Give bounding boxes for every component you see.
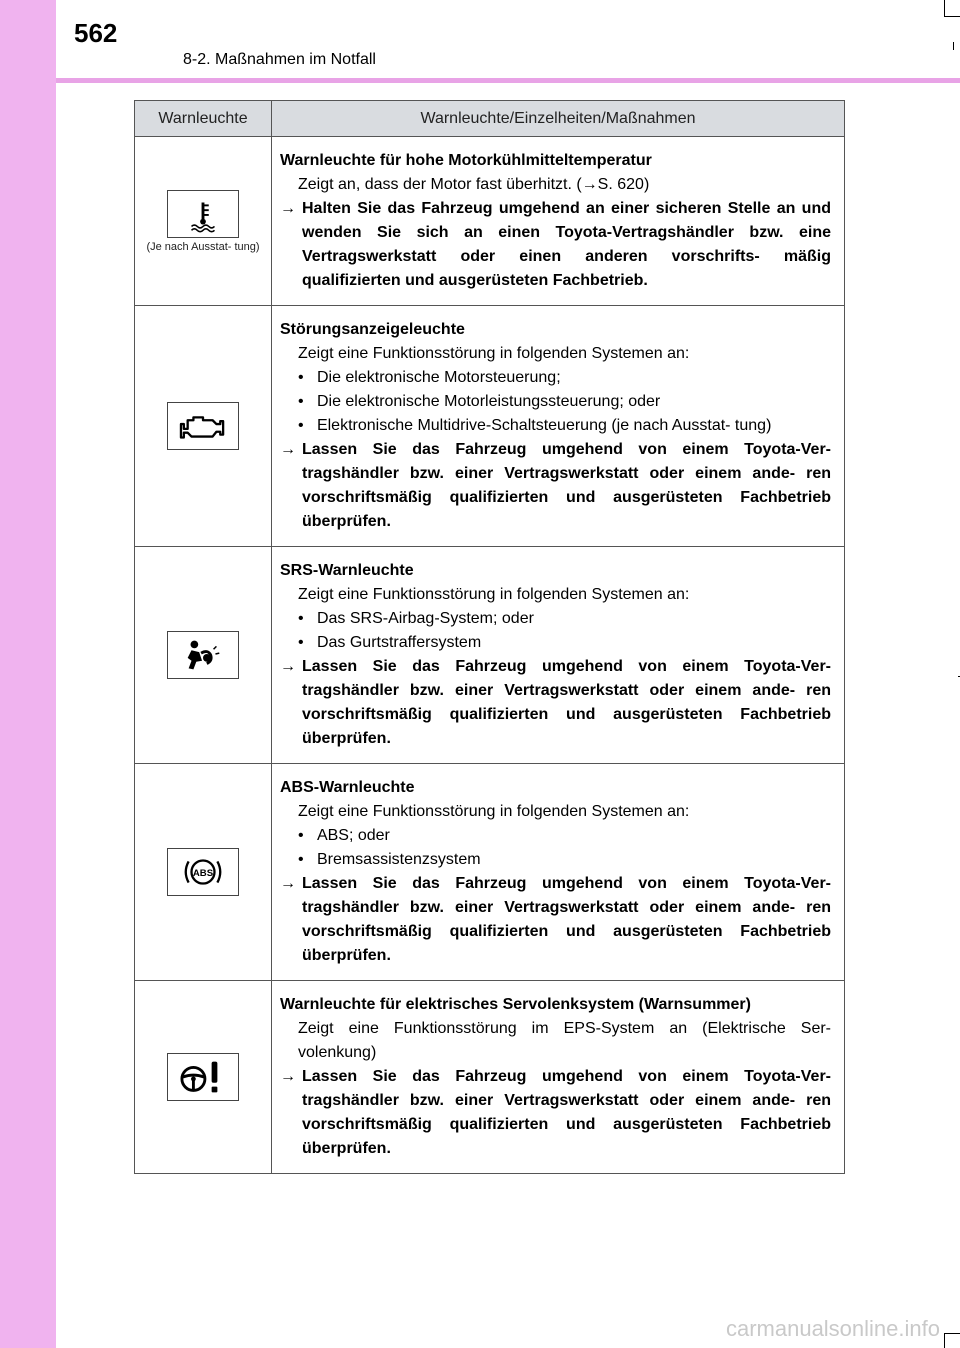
warning-description: Zeigt eine Funktionsstörung in folgenden Systemen an:	[298, 586, 690, 603]
arrow-icon: →	[280, 1068, 296, 1085]
details-cell	[272, 764, 845, 981]
details-cell	[272, 981, 845, 1174]
warning-title: ABS-Warnleuchte	[280, 779, 415, 796]
warning-description: Zeigt eine Funktionsstörung in folgenden Systemen an:	[298, 803, 690, 820]
action-text: → Halten Sie das Fahrzeug umgehend an einer sicheren Stelle an und wenden Sie sich an einen Toyota-Vertragshändler bzw. eine Vertragswerkstatt oder einen anderen vorschrifts- mäßig qualifizierten und ausgerüsteten Fachbetrieb.	[280, 197, 831, 293]
page-number: 562	[74, 18, 118, 48]
list-item: • ABS; oder	[298, 827, 390, 844]
action-text: → Lassen Sie das Fahrzeug umgehend von einem Toyota-Ver- tragshändler bzw. einer Vertragswerkstatt oder einem ande- ren vorschriftsmäßig qualifizierten und ausgerüsteten Fachbetrieb überprüfen.	[280, 655, 831, 751]
crop-mark	[944, 16, 960, 17]
crop-mark	[953, 42, 954, 50]
table-row	[135, 981, 845, 1174]
table-row	[135, 137, 845, 306]
crop-mark	[944, 1333, 945, 1348]
warning-title: Störungsanzeigeleuchte	[280, 321, 465, 338]
check-engine-icon	[167, 402, 239, 450]
list-item: • Bremsassistenzsystem	[298, 851, 481, 868]
power-steering-icon	[167, 1053, 239, 1101]
arrow-icon: →	[280, 658, 296, 675]
arrow-icon: →	[280, 200, 296, 217]
list-item: • Die elektronische Motorsteuerung;	[298, 369, 561, 386]
column-header: Warnleuchte	[135, 101, 272, 137]
icon-cell	[135, 137, 272, 306]
section-title: 8-2. Maßnahmen im Notfall	[183, 51, 376, 68]
equipment-note: (Je nach Ausstat- tung)	[146, 240, 260, 253]
arrow-icon: →	[280, 441, 296, 458]
table-header-row	[135, 101, 845, 137]
icon-cell	[135, 547, 272, 764]
list-item: • Das SRS-Airbag-System; oder	[298, 610, 534, 627]
crop-mark	[944, 0, 945, 16]
page-margin-bar	[0, 0, 56, 1348]
details-cell	[272, 306, 845, 547]
icon-cell	[135, 981, 272, 1174]
warning-light-table	[134, 100, 845, 1174]
list-item: • Das Gurtstraffersystem	[298, 634, 482, 651]
details-cell	[272, 547, 845, 764]
warning-description: Zeigt eine Funktionsstörung im EPS-System an (Elektrische Ser- volenkung)	[298, 1020, 831, 1061]
list-item: • Elektronische Multidrive-Schaltsteuerung (je nach Ausstat- tung)	[298, 417, 772, 434]
warning-title: Warnleuchte für hohe Motorkühlmitteltemperatur	[280, 152, 652, 169]
list-item: • Die elektronische Motorleistungssteuerung; oder	[298, 393, 661, 410]
header-rule	[56, 78, 960, 83]
warning-description: Zeigt an, dass der Motor fast überhitzt. (→S. 620)	[298, 176, 650, 193]
arrow-icon: →	[280, 875, 296, 892]
srs-airbag-icon	[167, 631, 239, 679]
watermark: carmanualsonline.info	[725, 1316, 940, 1341]
table-row	[135, 547, 845, 764]
action-text: → Lassen Sie das Fahrzeug umgehend von einem Toyota-Ver- tragshändler bzw. einer Vertragswerkstatt oder einem ande- ren vorschriftsmäßig qualifizierten und ausgerüsteten Fachbetrieb überprüfen.	[280, 438, 831, 534]
warning-title: SRS-Warnleuchte	[280, 562, 414, 579]
table-row	[135, 764, 845, 981]
column-header: Warnleuchte/Einzelheiten/Maßnahmen	[272, 101, 845, 137]
icon-cell	[135, 306, 272, 547]
warning-description: Zeigt eine Funktionsstörung in folgenden Systemen an:	[298, 345, 690, 362]
coolant-temperature-icon	[167, 190, 239, 238]
action-text: → Lassen Sie das Fahrzeug umgehend von einem Toyota-Ver- tragshändler bzw. einer Vertragswerkstatt oder einem ande- ren vorschriftsmäßig qualifizierten und ausgerüsteten Fachbetrieb überprüfen.	[280, 1065, 831, 1161]
abs-icon-label: ABS	[192, 867, 214, 879]
action-text: → Lassen Sie das Fahrzeug umgehend von einem Toyota-Ver- tragshändler bzw. einer Vertragswerkstatt oder einem ande- ren vorschriftsmäßig qualifizierten und ausgerüsteten Fachbetrieb überprüfen.	[280, 872, 831, 968]
details-cell	[272, 137, 845, 306]
warning-title: Warnleuchte für elektrisches Servolenksystem (Warnsummer)	[280, 996, 751, 1013]
abs-icon	[167, 848, 239, 896]
table-row	[135, 306, 845, 547]
icon-cell	[135, 764, 272, 981]
crop-mark	[944, 1333, 960, 1334]
